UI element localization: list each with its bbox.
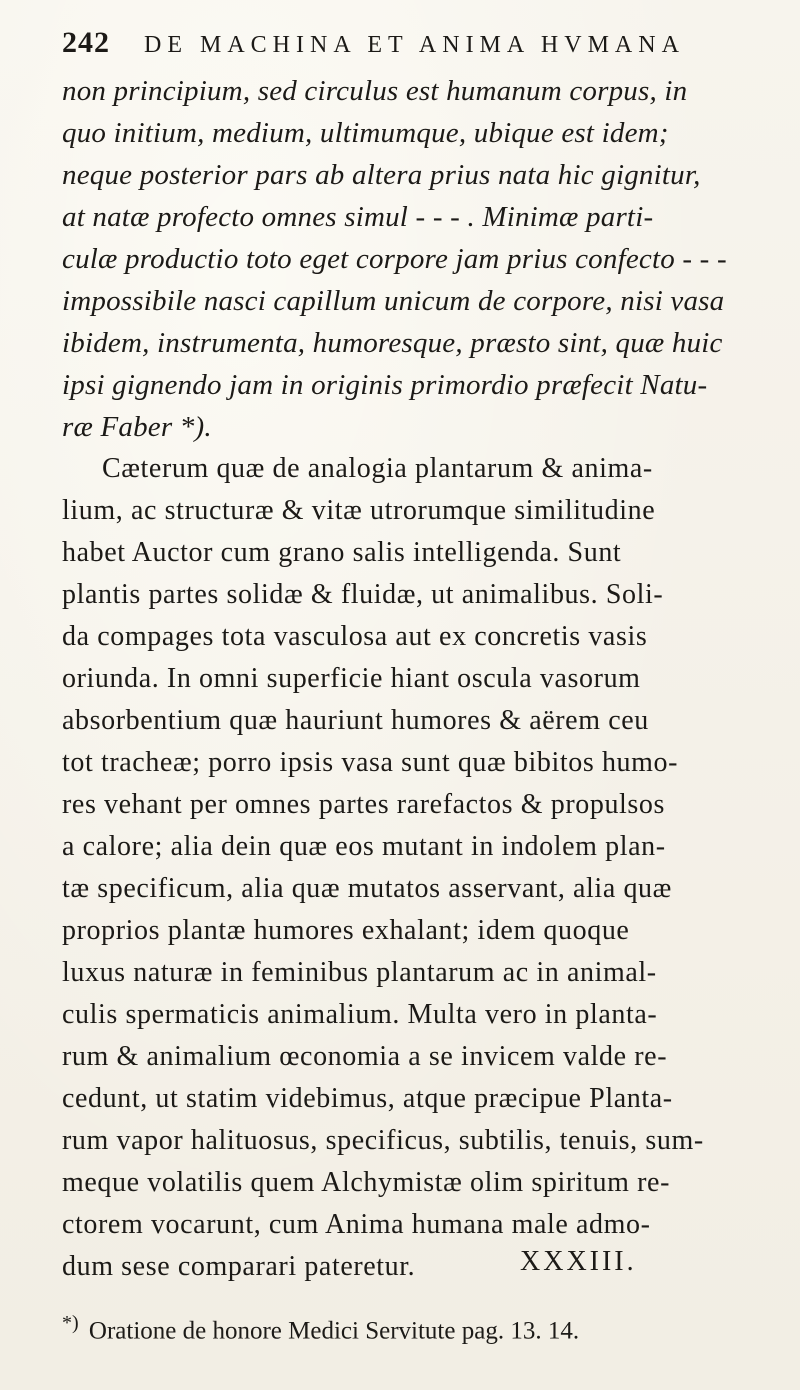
- paragraph-line: plantis partes solidæ & fluidæ, ut animalibus. Soli-: [62, 579, 664, 610]
- paragraph-line: culis spermaticis animalium. Multa vero in planta-: [62, 999, 658, 1030]
- paragraph-line: dum sese comparari pateretur.: [62, 1251, 416, 1282]
- footnote-marker: *): [62, 1312, 79, 1334]
- quote-line: quo initium, medium, ultimumque, ubique est idem;: [62, 117, 669, 149]
- quote-line: non principium, sed circulus est humanum corpus, in: [62, 75, 688, 107]
- paragraph-line: cedunt, ut statim videbimus, atque præcipue Planta-: [62, 1083, 673, 1114]
- page-number: 242: [62, 26, 110, 59]
- paragraph-line: luxus naturæ in feminibus plantarum ac in animal-: [62, 957, 657, 988]
- paragraph-line: ctorem vocarunt, cum Anima humana male admo-: [62, 1209, 651, 1240]
- paragraph-line: rum & animalium œconomia a se invicem valde re-: [62, 1041, 668, 1072]
- paragraph-line: absorbentium quæ hauriunt humores & aërem ceu: [62, 705, 649, 736]
- paragraph-line: lium, ac structuræ & vitæ utrorumque similitudine: [62, 495, 656, 526]
- quote-line: ipsi gignendo jam in originis primordio præfecit Natu-: [62, 369, 708, 401]
- quote-line: impossibile nasci capillum unicum de corpore, nisi vasa: [62, 285, 725, 317]
- paragraph-line: da compages tota vasculosa aut ex concretis vasis: [62, 621, 648, 652]
- quote-line: neque posterior pars ab altera prius nata hic gignitur,: [62, 159, 701, 191]
- paragraph-line: oriunda. In omni superficie hiant oscula vasorum: [62, 663, 641, 694]
- paragraph-line: tot tracheæ; porro ipsis vasa sunt quæ bibitos humo-: [62, 747, 679, 778]
- paragraph-line: meque volatilis quem Alchymistæ olim spiritum re-: [62, 1167, 671, 1198]
- quote-line: ibidem, instrumenta, humoresque, præsto sint, quæ huic: [62, 327, 723, 359]
- paragraph-line: Cæterum quæ de analogia plantarum & anima-: [102, 453, 653, 484]
- body-text: [62, 70, 742, 1288]
- quote-line: ræ Faber *).: [62, 411, 212, 443]
- footnote: [62, 1312, 762, 1345]
- quote-line: culæ productio toto eget corpore jam prius confecto - - -: [62, 243, 727, 275]
- quote-line: at natæ profecto omnes simul - - - . Minimæ parti-: [62, 201, 654, 233]
- paragraph-line: a calore; alia dein quæ eos mutant in indolem plan-: [62, 831, 666, 862]
- running-head: DE MACHINA ET ANIMA HVMANA: [144, 32, 685, 58]
- paragraph-line: proprios plantæ humores exhalant; idem quoque: [62, 915, 630, 946]
- paragraph-line: res vehant per omnes partes rarefactos & propulsos: [62, 789, 666, 820]
- paragraph-line: rum vapor halituosus, specificus, subtilis, tenuis, sum-: [62, 1125, 704, 1156]
- footnote-text: Oratione de honore Medici Servitute pag. 13. 14.: [88, 1317, 580, 1345]
- paragraph-line: tæ specificum, alia quæ mutatos asservant, alia quæ: [62, 873, 672, 904]
- paragraph-line: habet Auctor cum grano salis intelligenda. Sunt: [62, 537, 622, 568]
- section-number: XXXIII.: [520, 1246, 637, 1277]
- page-header: [62, 26, 702, 66]
